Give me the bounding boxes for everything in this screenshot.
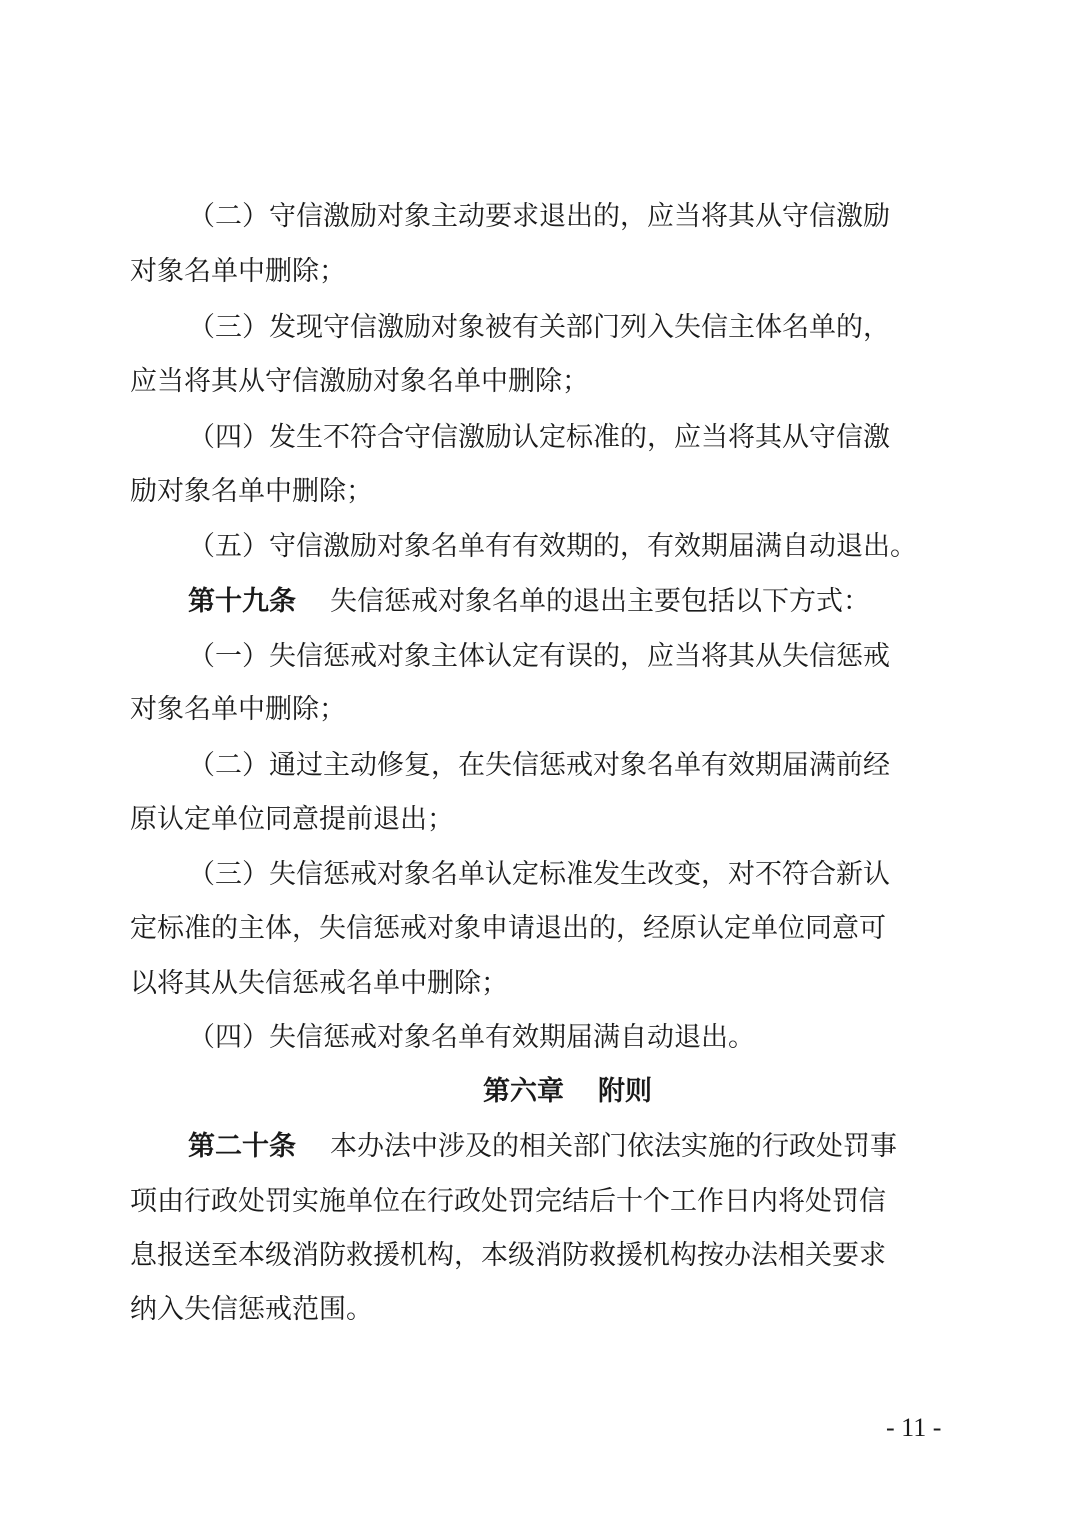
paragraph-line: 定标准的主体，失信惩戒对象申请退出的，经原认定单位同意可 (130, 913, 886, 944)
paragraph-line: （二）通过主动修复，在失信惩戒对象名单有效期届满前经 (188, 750, 890, 781)
paragraph-line: （三）失信惩戒对象名单认定标准发生改变，对不符合新认 (188, 859, 890, 890)
paragraph-line: 励对象名单中删除； (130, 476, 373, 507)
paragraph-line: （四）发生不符合守信激励认定标准的，应当将其从守信激 (188, 422, 890, 453)
paragraph-line: 对象名单中删除； (130, 256, 346, 287)
article-19-text: 失信惩戒对象名单的退出主要包括以下方式： (330, 586, 870, 617)
chapter-heading (483, 1072, 652, 1112)
paragraph-line: （二）守信激励对象主动要求退出的，应当将其从守信激励 (188, 201, 890, 232)
paragraph-line: 原认定单位同意提前退出； (130, 804, 454, 835)
paragraph-line: 对象名单中删除； (130, 694, 346, 725)
chapter-label: 第六章 (483, 1076, 564, 1107)
paragraph-line: （四）失信惩戒对象名单有效期届满自动退出。 (188, 1022, 755, 1053)
paragraph-line: 息报送至本级消防救援机构，本级消防救援机构按办法相关要求 (130, 1240, 886, 1271)
chapter-title: 附则 (598, 1076, 652, 1107)
article-20-label: 第二十条 (188, 1131, 296, 1162)
page-number: - 11 - (886, 1413, 942, 1442)
paragraph-line: 应当将其从守信激励对象名单中删除； (130, 366, 589, 397)
paragraph-line: 以将其从失信惩戒名单中删除； (130, 968, 508, 999)
paragraph-line: （五）守信激励对象名单有有效期的，有效期届满自动退出。 (188, 531, 917, 562)
paragraph-line: （三）发现守信激励对象被有关部门列入失信主体名单的， (188, 312, 890, 343)
article-20-text: 本办法中涉及的相关部门依法实施的行政处罚事 (330, 1131, 897, 1162)
paragraph-line: 项由行政处罚实施单位在行政处罚完结后十个工作日内将处罚信 (130, 1186, 886, 1217)
article-20 (188, 1127, 897, 1167)
paragraph-line: 纳入失信惩戒范围。 (130, 1294, 373, 1325)
paragraph-line: （一）失信惩戒对象主体认定有误的，应当将其从失信惩戒 (188, 641, 890, 672)
article-19-label: 第十九条 (188, 586, 296, 617)
article-19 (188, 582, 870, 622)
